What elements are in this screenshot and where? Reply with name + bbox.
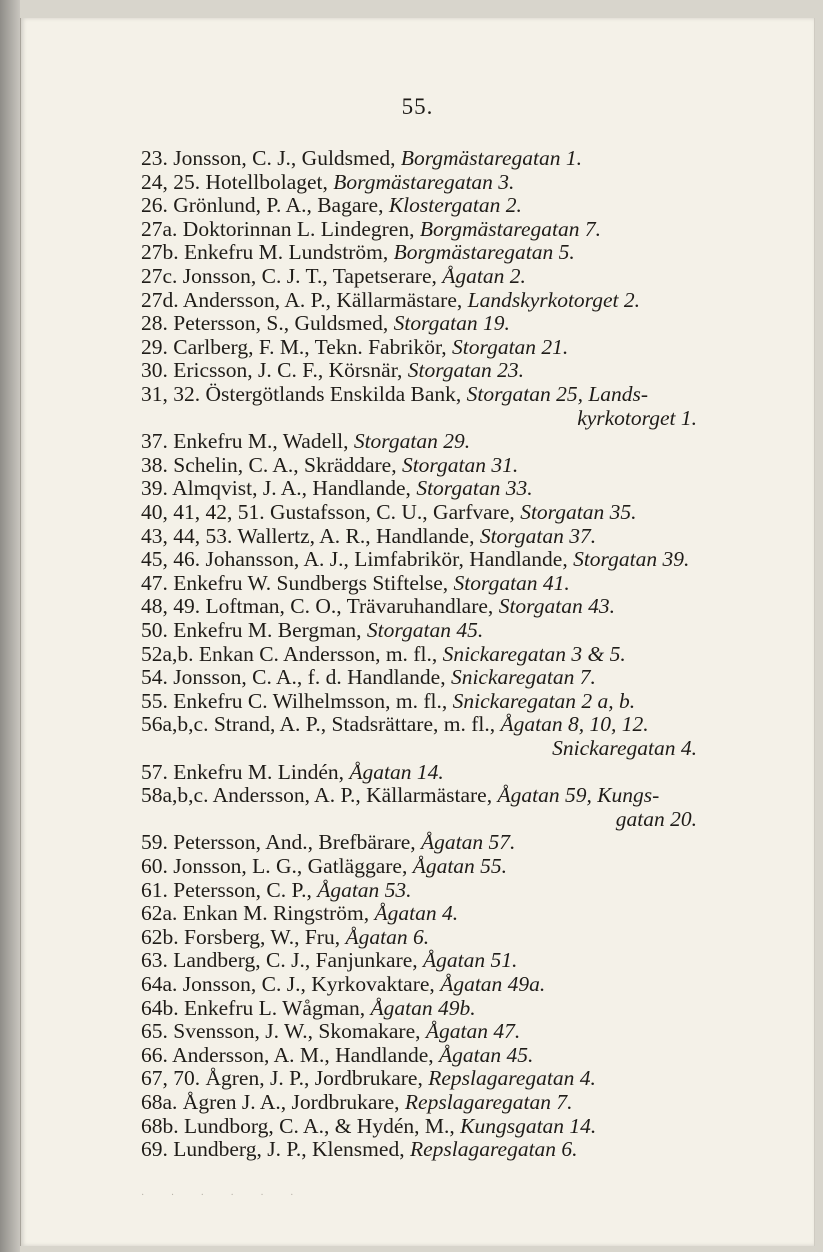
entry-text: 43, 44, 53. Wallertz, A. R., Handlande,: [141, 523, 480, 548]
entry-text: 37. Enkefru M., Wadell,: [141, 429, 354, 454]
entry-line: [141, 335, 731, 359]
entry-line: [141, 1019, 731, 1043]
entry-street: Snickaregatan 3 & 5.: [442, 641, 626, 666]
entry-text: 27c. Jonsson, C. J. T., Tapetserare,: [141, 264, 443, 288]
entry-line: [141, 854, 731, 878]
entry-text: 52a,b. Enkan C. Andersson, m. fl.,: [141, 641, 443, 666]
entry-line: [141, 429, 731, 453]
entry-text: 66. Andersson, A. M., Handlande,: [141, 1042, 439, 1067]
entry-street: Storgatan 29.: [353, 429, 471, 454]
entry-line: [141, 500, 731, 524]
entry-text: 61. Petersson, C. P.,: [141, 877, 318, 902]
entry-line: [141, 547, 731, 571]
entry-line: [141, 760, 731, 784]
entry-continuation: [141, 406, 697, 430]
entry-text: 68a. Ågren J. A., Jordbrukare,: [141, 1090, 405, 1114]
entry-text: 57. Enkefru M. Lindén,: [141, 759, 350, 784]
entry-line: [141, 689, 731, 713]
entry-street: Borgmästaregatan 7.: [419, 216, 601, 241]
entry-line: [141, 712, 731, 736]
entry-line: [141, 1137, 731, 1161]
entry-street: Ågatan 14.: [349, 759, 444, 784]
entry-street: Storgatan 19.: [393, 311, 510, 336]
entry-text: 67, 70. Ågren, J. P., Jordbrukare,: [141, 1066, 429, 1091]
entry-text: 27a. Doktorinnan L. Lindegren,: [141, 216, 420, 241]
entry-line: [141, 193, 731, 217]
entry-text: 47. Enkefru W. Sundbergs Stiftelse,: [141, 570, 454, 595]
entry-text: 23. Jonsson, C. J., Guldsmed,: [141, 146, 401, 170]
entry-text: 40, 41, 42, 51. Gustafsson, C. U., Garfvare,: [141, 500, 521, 524]
entry-text: 30. Ericsson, J. C. F., Körsnär,: [141, 358, 408, 383]
entry-street: Storgatan 43.: [498, 594, 615, 619]
entry-street: Ågatan 8, 10, 12.: [500, 712, 649, 737]
entry-line: [141, 901, 731, 925]
entry-line: [141, 1043, 731, 1067]
entry-line: [141, 217, 731, 241]
entry-text: 54. Jonsson, C. A., f. d. Handlande,: [141, 665, 451, 690]
entry-street: Repslagaregatan 6.: [409, 1137, 578, 1162]
entry-line: [141, 1066, 731, 1090]
entry-street: Storgatan 37.: [479, 523, 597, 548]
entry-street: Borgmästaregatan 3.: [333, 169, 515, 194]
entry-street: Ågatan 45.: [439, 1042, 534, 1067]
entry-text: 28. Petersson, S., Guldsmed,: [141, 311, 394, 336]
entry-line: [141, 830, 731, 854]
entry-text: 27d. Andersson, A. P., Källarmästare,: [141, 287, 468, 312]
entry-street: Snickaregatan 7.: [450, 665, 596, 690]
entry-street: Landskyrkotorget 2.: [467, 287, 641, 312]
entry-text: 64b. Enkefru L. Wågman,: [141, 995, 371, 1020]
entry-text: 55. Enkefru C. Wilhelmsson, m. fl.,: [141, 688, 453, 713]
page-number: 55.: [401, 94, 434, 119]
book-page: [20, 18, 815, 1246]
entry-line: [141, 948, 731, 972]
entry-street: Klostergatan 2.: [388, 193, 522, 218]
entry-text: 48, 49. Loftman, C. O., Trävaruhandlare,: [141, 594, 499, 619]
entry-text: 38. Schelin, C. A., Skräddare,: [141, 452, 402, 477]
entry-text: 39. Almqvist, J. A., Handlande,: [141, 476, 417, 501]
entry-street: Storgatan 39.: [573, 547, 690, 572]
entry-street: Storgatan 35.: [520, 500, 637, 524]
entry-line: [141, 783, 731, 807]
entry-line: [141, 1090, 731, 1114]
entry-street: Snickaregatan 4.: [552, 736, 697, 760]
entry-text: 26. Grönlund, P. A., Bagare,: [141, 193, 389, 218]
entry-street: Ågatan 49b.: [370, 995, 476, 1020]
entry-line: [141, 288, 731, 312]
entry-street: Storgatan 33.: [416, 476, 533, 501]
entry-street: Snickaregatan 2 a, b.: [452, 688, 636, 713]
entry-line: [141, 594, 731, 618]
entry-line: [141, 878, 731, 902]
entry-text: 56a,b,c. Strand, A. P., Stadsrättare, m. fl.,: [141, 712, 501, 737]
entry-line: [141, 665, 731, 689]
entry-street: kyrkotorget 1.: [577, 405, 697, 430]
entry-street: Ågatan 49a.: [440, 972, 546, 996]
entry-line: [141, 311, 731, 335]
book-gutter-shadow: [0, 0, 20, 1252]
entry-text: 64a. Jonsson, C. J., Kyrkovaktare,: [141, 972, 441, 996]
entry-text: 65. Svensson, J. W., Skomakare,: [141, 1019, 426, 1044]
entry-text: 59. Petersson, And., Brefbärare,: [141, 830, 422, 855]
entry-line: [141, 996, 731, 1020]
entry-text: 24, 25. Hotellbolaget,: [141, 169, 334, 194]
entry-line: [141, 240, 731, 264]
entry-street: Storgatan 21.: [452, 334, 569, 359]
entry-street: Ågatan 47.: [425, 1019, 521, 1044]
entry-line: [141, 1114, 731, 1138]
entry-street: Ågatan 2.: [442, 264, 526, 288]
entry-street: Storgatan 41.: [453, 570, 570, 595]
entry-street: Storgatan 31.: [401, 452, 519, 477]
entry-street: Ågatan 57.: [421, 830, 516, 855]
entry-line: [141, 382, 731, 406]
entry-continuation: [141, 807, 697, 831]
entry-street: gatan 20.: [615, 806, 697, 831]
entry-line: [141, 972, 731, 996]
entry-line: [141, 170, 731, 194]
entry-street: Storgatan 23.: [407, 358, 525, 383]
entry-street: Repslagaregatan 7.: [404, 1090, 573, 1114]
entry-street: Ågatan 4.: [374, 901, 459, 926]
entry-street: Storgatan 25, Lands-: [466, 382, 649, 406]
entry-line: [141, 264, 731, 288]
entry-line: [141, 524, 731, 548]
entry-text: 69. Lundberg, J. P., Klensmed,: [141, 1137, 410, 1162]
entry-street: Ågatan 6.: [345, 924, 430, 949]
entry-text: 68b. Lundborg, C. A., & Hydén, M.,: [141, 1113, 461, 1138]
entry-text: 63. Landberg, C. J., Fanjunkare,: [141, 948, 424, 973]
entry-street: Kungsgatan 14.: [460, 1113, 597, 1138]
address-list: [21, 18, 814, 1246]
entry-line: [141, 358, 731, 382]
entry-line: [141, 618, 731, 642]
entry-street: Ågatan 53.: [317, 877, 412, 902]
entry-text: 45, 46. Johansson, A. J., Limfabrikör, Handlande,: [141, 547, 574, 572]
entry-line: [141, 146, 731, 170]
entry-line: [141, 476, 731, 500]
entry-text: 58a,b,c. Andersson, A. P., Källarmästare,: [141, 783, 498, 808]
entry-text: 29. Carlberg, F. M., Tekn. Fabrikör,: [141, 334, 453, 359]
entry-line: [141, 642, 731, 666]
entry-street: Ågatan 55.: [412, 854, 508, 878]
entry-line: [141, 571, 731, 595]
entry-line: [141, 925, 731, 949]
entry-text: 27b. Enkefru M. Lundström,: [141, 240, 394, 265]
entry-text: 62a. Enkan M. Ringström,: [141, 901, 375, 926]
entry-street: Repslagaregatan 4.: [428, 1066, 596, 1091]
entry-text: 62b. Forsberg, W., Fru,: [141, 924, 346, 949]
entry-street: Storgatan 45.: [366, 618, 484, 642]
entry-continuation: [141, 736, 697, 760]
entry-street: Ågatan 59, Kungs-: [497, 783, 660, 808]
entry-text: 31, 32. Östergötlands Enskilda Bank,: [141, 382, 467, 406]
print-marks: · · · · · ·: [141, 1190, 306, 1201]
entry-street: Borgmästaregatan 5.: [393, 240, 575, 265]
entry-text: 60. Jonsson, L. G., Gatläggare,: [141, 854, 413, 878]
entry-street: Ågatan 51.: [423, 948, 518, 973]
entry-line: [141, 453, 731, 477]
entry-street: Borgmästaregatan 1.: [400, 146, 582, 170]
entry-text: 50. Enkefru M. Bergman,: [141, 618, 367, 642]
